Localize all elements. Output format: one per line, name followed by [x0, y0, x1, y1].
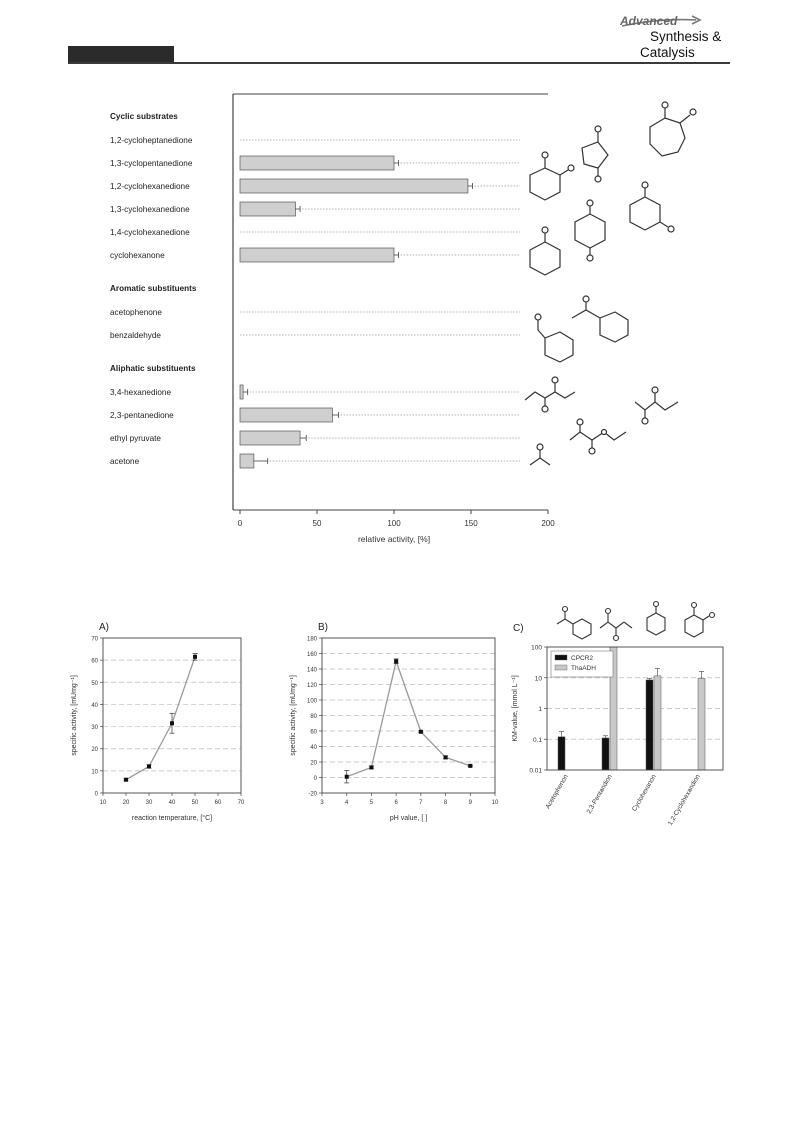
km-substrate-structures: [555, 600, 730, 645]
x-tick-label: 7: [419, 800, 423, 806]
y-tick-label: 50: [91, 680, 98, 687]
series-line: [347, 661, 471, 776]
cycloheptanedione-structure-icon: [650, 102, 696, 156]
acetophenone-structure-icon: [572, 296, 628, 342]
category-label: 1,2-cycloheptanedione: [110, 136, 193, 145]
acetophenone-small-icon: [557, 607, 591, 640]
category-label: 1,4-cyclohexanedione: [110, 228, 190, 237]
logo-text-advanced: Advanced: [620, 14, 678, 28]
x-tick-label: 70: [237, 800, 245, 806]
x-tick-label: 100: [387, 519, 401, 528]
group-heading: Aromatic substituents: [110, 284, 197, 293]
legend-swatch: [555, 655, 567, 660]
x-tick-label: 0: [237, 519, 243, 528]
bar: [240, 431, 300, 445]
x-tick-label: 3: [320, 800, 324, 806]
category-label: 3,4-hexanedione: [110, 388, 172, 397]
data-point: [444, 755, 448, 759]
panel-b-ph-chart: [285, 615, 500, 830]
y-tick-label: 70: [91, 636, 98, 643]
category-label: acetone: [110, 457, 140, 466]
acetone-structure-icon: [530, 444, 550, 465]
x-tick-label: 60: [214, 800, 222, 806]
y-tick-label: 60: [91, 658, 98, 665]
x-axis-label: pH value, [ ]: [389, 815, 428, 822]
x-tick-label: 9: [468, 800, 472, 806]
bar: [240, 248, 394, 262]
panel-label: C): [513, 623, 524, 634]
y-tick-label: 180: [306, 636, 317, 643]
x-tick-label: 40: [168, 800, 176, 806]
bar: [240, 408, 332, 422]
panel-a-temperature-chart: [66, 615, 246, 830]
category-label: 1,2-Cyclohexandion: [666, 773, 702, 827]
journal-logo: [600, 12, 740, 62]
y-tick-label: 60: [310, 729, 317, 736]
pentanedione-small-icon: [600, 609, 632, 641]
bar: [240, 179, 468, 193]
group-heading: Cyclic substrates: [110, 112, 178, 121]
bar-thaadh: [698, 678, 705, 770]
y-tick-label: 30: [91, 725, 98, 732]
ethyl-pyruvate-structure-icon: [570, 419, 626, 454]
logo-text-line2: Catalysis: [640, 45, 695, 60]
data-point: [345, 775, 349, 779]
bar: [240, 202, 295, 216]
y-tick-label: 20: [310, 760, 317, 767]
cyclohexanedione-13-structure-icon: [630, 182, 674, 232]
cyclohexanedione-14-structure-icon: [575, 200, 605, 261]
y-tick-label: 40: [310, 745, 317, 751]
data-point: [394, 659, 398, 663]
data-point: [193, 655, 197, 659]
category-label: 2,3-Pentandion: [585, 773, 614, 816]
substrate-structures: [500, 80, 730, 480]
category-label: 1,3-cyclohexanedione: [110, 205, 190, 214]
x-tick-label: 5: [369, 800, 374, 806]
category-label: Acetophenon: [544, 773, 570, 811]
y-tick-label: 10: [91, 769, 98, 776]
y-tick-label: 0: [313, 776, 317, 782]
y-tick-label: 140: [306, 667, 317, 674]
bar-cpcr2: [646, 680, 653, 770]
cyclohexanone-small-icon: [647, 602, 665, 636]
x-tick-label: 50: [312, 519, 322, 528]
y-axis-label: specific activity, [mUmg⁻¹]: [290, 675, 297, 756]
y-tick-label: 100: [531, 644, 542, 652]
bar-cpcr2: [558, 737, 565, 770]
cyclohexanedione-12-structure-icon: [530, 152, 574, 200]
data-point: [170, 721, 174, 725]
panel-label: B): [318, 622, 328, 633]
y-axis-label: KM-value, [mmol L⁻¹]: [512, 675, 519, 742]
data-point: [468, 764, 472, 768]
cyclopentanedione-structure-icon: [582, 126, 608, 182]
cyclohexanone-structure-icon: [530, 227, 560, 275]
bar: [240, 156, 394, 170]
data-point: [369, 765, 373, 769]
panel-label: A): [99, 622, 109, 633]
y-tick-label: 1: [538, 706, 542, 713]
category-label: 2,3-pentanedione: [110, 411, 174, 420]
legend-entry: CPCR2: [571, 655, 594, 662]
y-tick-label: 120: [306, 683, 317, 689]
pentanedione-structure-icon: [635, 387, 678, 424]
data-point: [419, 730, 423, 734]
y-tick-label: 10: [534, 675, 542, 683]
legend: [551, 651, 613, 677]
legend-swatch: [555, 665, 567, 670]
y-tick-label: 0: [94, 791, 98, 798]
x-tick-label: 8: [443, 800, 448, 806]
header-rule: [68, 62, 730, 64]
x-tick-label: 10: [99, 800, 107, 806]
panel-c-km-chart: [505, 615, 730, 855]
x-tick-label: 200: [541, 519, 555, 528]
y-tick-label: 100: [306, 698, 317, 705]
x-axis-label: relative activity, [%]: [357, 534, 431, 544]
bar-thaadh: [654, 676, 661, 770]
cyclohexanedione-small-icon: [685, 603, 715, 638]
category-label: 1,3-cyclopentanedione: [110, 159, 193, 168]
series-line: [126, 657, 195, 780]
group-heading: Aliphatic substituents: [110, 364, 196, 373]
legend-entry: ThaADH: [571, 665, 596, 672]
category-label: acetophenone: [110, 308, 162, 317]
y-tick-label: 0.1: [532, 736, 542, 744]
x-tick-label: 6: [394, 800, 398, 806]
bar: [240, 454, 254, 468]
hexanedione-structure-icon: [525, 377, 575, 412]
x-axis-label: reaction temperature, [°C]: [131, 815, 213, 822]
x-tick-label: 150: [464, 519, 478, 528]
data-point: [124, 778, 128, 782]
x-tick-label: 30: [145, 800, 153, 806]
x-tick-label: 4: [345, 800, 349, 806]
y-tick-label: 40: [91, 702, 98, 709]
y-tick-label: -20: [308, 791, 317, 798]
category-label: ethyl pyruvate: [110, 434, 161, 443]
logo-text-line1: Synthesis &: [650, 29, 722, 44]
y-tick-label: 0.01: [529, 767, 542, 775]
x-tick-label: 20: [122, 800, 130, 806]
bar-cpcr2: [602, 738, 609, 770]
category-label: 1,2-cyclohexanedione: [110, 182, 190, 191]
y-axis-label: specific activity, [mUmg⁻¹]: [71, 675, 78, 756]
bar: [240, 385, 243, 399]
category-label: benzaldehyde: [110, 331, 161, 340]
x-tick-label: 50: [191, 800, 199, 806]
category-label: Cyclohexanon: [631, 773, 658, 813]
y-tick-label: 20: [91, 747, 98, 754]
x-tick-label: 10: [491, 800, 499, 806]
category-label: cyclohexanone: [110, 251, 165, 260]
data-point: [147, 764, 151, 768]
benzaldehyde-structure-icon: [535, 314, 573, 362]
y-tick-label: 80: [310, 714, 317, 720]
y-tick-label: 160: [306, 652, 317, 658]
header-bar: [68, 46, 174, 62]
